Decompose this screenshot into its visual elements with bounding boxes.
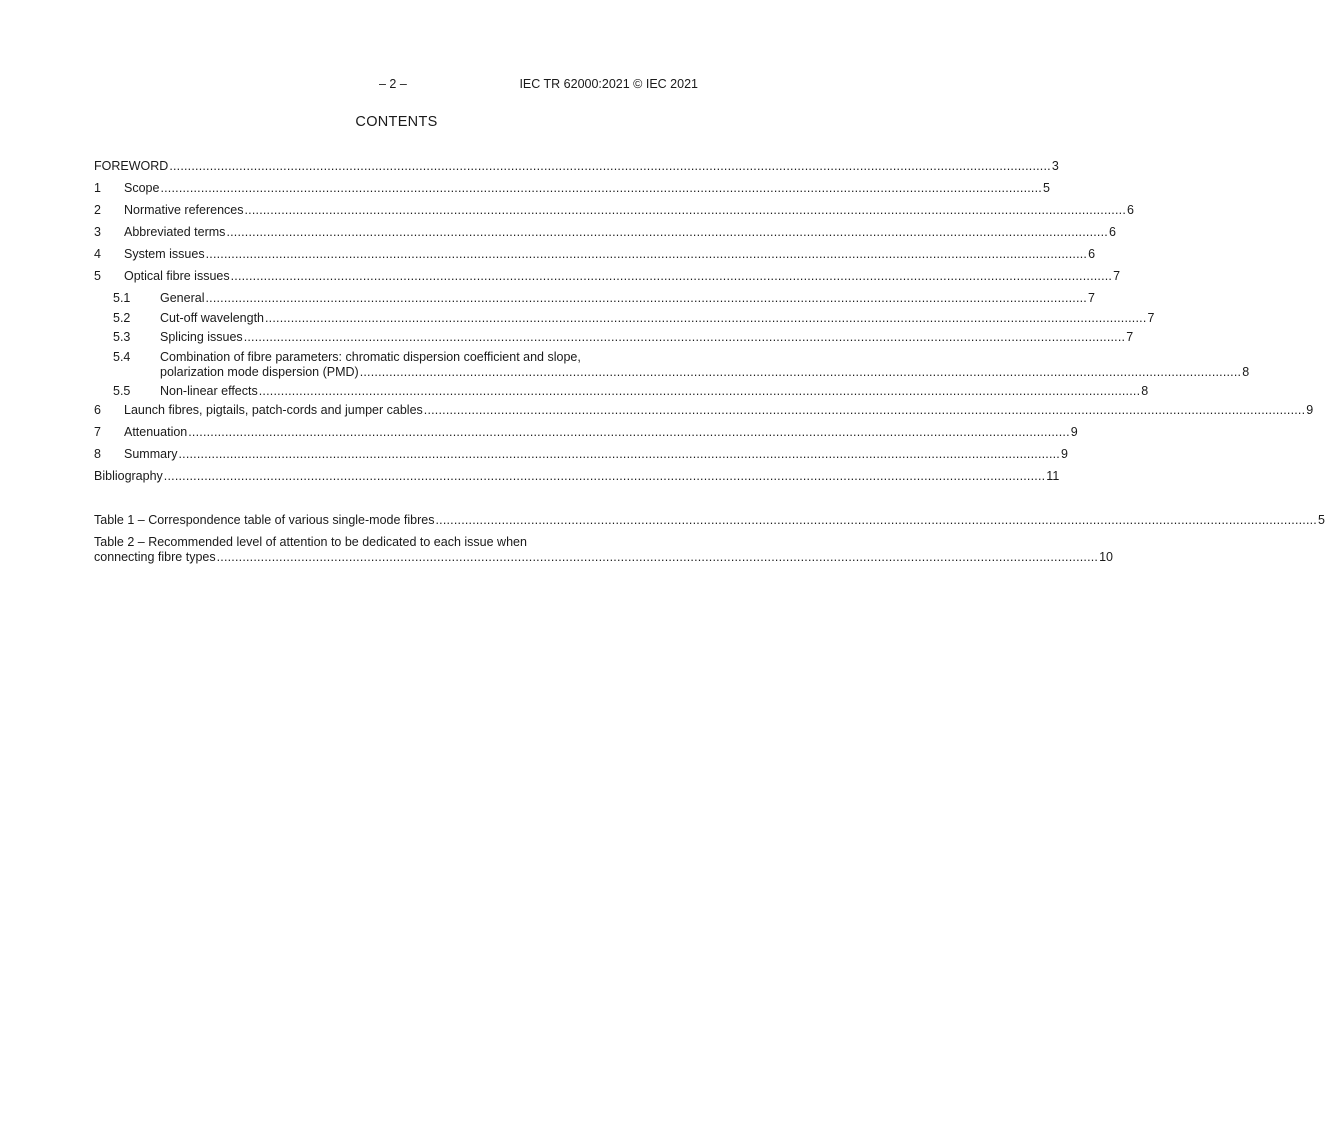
toc-entry-text: Splicing issues: [160, 330, 243, 344]
toc-section-2[interactable]: [94, 203, 1134, 218]
toc-entry-page: 7: [1113, 269, 1121, 283]
toc-entry-number: 5: [94, 269, 101, 283]
toc-entry-page: 5: [1042, 181, 1050, 195]
toc-section-4[interactable]: [94, 247, 1096, 262]
toc-entry-page: 7: [1087, 291, 1095, 305]
toc-entry-text: Launch fibres, pigtails, patch-cords and jumper cables: [124, 403, 423, 417]
leader-dots: [226, 225, 1108, 240]
toc-entry-number: 8: [94, 447, 101, 461]
toc-entry-number: 5.4: [113, 350, 131, 364]
toc-section-8[interactable]: [94, 447, 1068, 462]
toc-entry-page: 7: [1126, 330, 1134, 344]
page-title: CONTENTS: [355, 114, 438, 130]
toc-entry-page: 9: [1306, 403, 1314, 417]
toc-entry-text: Cut-off wavelength: [160, 311, 264, 325]
leader-dots: [424, 403, 1306, 418]
toc-table-2[interactable]: [94, 535, 1114, 565]
toc-section-3[interactable]: [94, 225, 1116, 240]
toc-entry-text: Abbreviated terms: [124, 225, 226, 239]
toc-section-5-5[interactable]: [94, 384, 1149, 399]
toc-entry-number: 4: [94, 247, 101, 261]
toc-entry-number: 1: [94, 181, 101, 195]
toc-entry-text: Scope: [124, 181, 160, 195]
toc-foreword[interactable]: [94, 159, 1059, 174]
leader-dots: [244, 330, 1126, 345]
toc-entry-text: Summary: [124, 447, 178, 461]
toc-entry-number: 5.3: [113, 330, 131, 344]
toc-entry-text-continued: polarization mode dispersion (PMD): [160, 365, 359, 379]
toc-entry-page: 6: [1108, 225, 1116, 239]
toc-entry-page: 8: [1242, 365, 1250, 379]
toc-entry-text: General: [160, 291, 205, 305]
toc-section-1[interactable]: [94, 181, 1050, 196]
toc-entry-page: 6: [1088, 247, 1096, 261]
leader-dots: [360, 365, 1242, 380]
toc-section-5-1[interactable]: [94, 291, 1095, 306]
leader-dots: [231, 269, 1113, 284]
toc-entry-page: 3: [1051, 159, 1059, 173]
leader-dots: [164, 469, 1046, 484]
toc-entry-page: 9: [1060, 447, 1068, 461]
toc-entry-text: Attenuation: [124, 425, 188, 439]
toc-entry-text-continued: connecting fibre types: [94, 550, 216, 564]
toc-section-6[interactable]: [94, 403, 1314, 418]
toc-section-5-3[interactable]: [94, 330, 1134, 345]
leader-dots: [259, 384, 1141, 399]
toc-entry-number: 2: [94, 203, 101, 217]
leader-dots: [245, 203, 1127, 218]
toc-entry-number: 5.1: [113, 291, 131, 305]
leader-dots: [188, 425, 1070, 440]
leader-dots: [178, 447, 1060, 462]
toc-entry-number: 5.2: [113, 311, 131, 325]
toc-entry-text: Table 1 – Correspondence table of various single-mode fibres: [94, 513, 435, 527]
toc-entry-text: Normative references: [124, 203, 244, 217]
header-page-number: – 2 –: [379, 77, 407, 91]
toc-section-5-2[interactable]: [94, 311, 1155, 326]
toc-table-1[interactable]: [94, 513, 1325, 528]
toc-entry-number: 6: [94, 403, 101, 417]
toc-section-5[interactable]: [94, 269, 1121, 284]
header-document-id: IEC TR 62000:2021 © IEC 2021: [519, 77, 698, 91]
toc-section-7[interactable]: [94, 425, 1078, 440]
leader-dots: [217, 550, 1099, 565]
toc-entry-page: 10: [1099, 550, 1114, 564]
leader-dots: [206, 247, 1088, 262]
toc-entry-page: 7: [1147, 311, 1155, 325]
toc-entry-text: Non-linear effects: [160, 384, 258, 398]
toc-entry-text: System issues: [124, 247, 205, 261]
toc-entry-page: 11: [1046, 469, 1060, 483]
leader-dots: [160, 181, 1042, 196]
leader-dots: [265, 311, 1147, 326]
toc-bibliography[interactable]: [94, 469, 1060, 484]
leader-dots: [169, 159, 1051, 174]
leader-dots: [435, 513, 1317, 528]
toc-entry-page: 6: [1127, 203, 1134, 217]
toc-entry-number: 7: [94, 425, 101, 439]
toc-entry-page: 9: [1070, 425, 1078, 439]
toc-entry-text: Table 2 – Recommended level of attention to be dedicated to each issue when: [94, 535, 527, 549]
toc-entry-text: Optical fibre issues: [124, 269, 230, 283]
leader-dots: [205, 291, 1087, 306]
toc-entry-text: FOREWORD: [94, 159, 169, 173]
toc-entry-text: Combination of fibre parameters: chromatic dispersion coefficient and slope,: [160, 350, 581, 364]
toc-entry-number: 5.5: [113, 384, 131, 398]
toc-section-5-4[interactable]: [94, 350, 1250, 380]
toc-entry-text: Bibliography: [94, 469, 163, 483]
toc-entry-page: 8: [1141, 384, 1149, 398]
toc-entry-page: 5: [1317, 513, 1325, 527]
toc-entry-number: 3: [94, 225, 101, 239]
